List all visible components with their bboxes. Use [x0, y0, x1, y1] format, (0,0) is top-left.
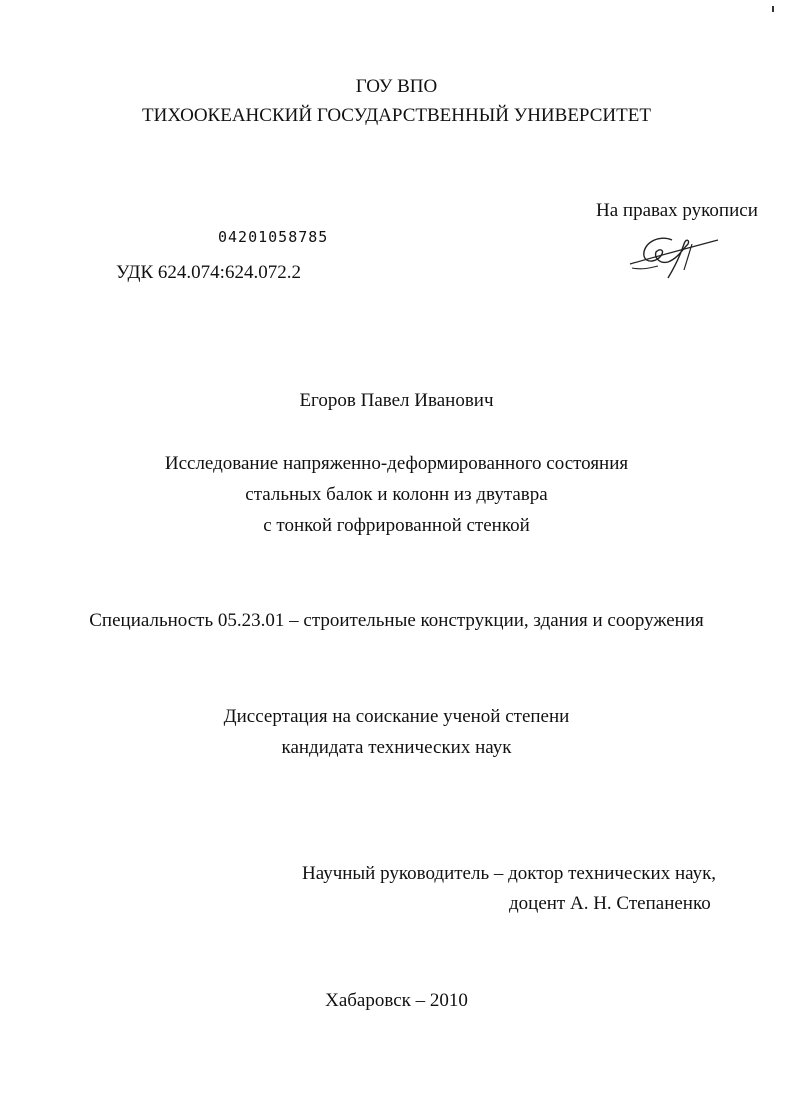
title-line-1: Исследование напряженно-деформированного состояния — [164, 453, 629, 474]
advisor-line-1: Научный руководитель – доктор технических наук, — [302, 863, 717, 884]
degree-line-1: Диссертация на соискание ученой степени — [223, 706, 570, 727]
udk-code: УДК 624.074:624.072.2 — [116, 262, 301, 283]
university-name: ТИХООКЕАНСКИЙ ГОСУДАРСТВЕННЫЙ УНИВЕРСИТЕТ — [142, 105, 651, 126]
catalog-number: 04201058785 — [218, 228, 329, 246]
degree-line-2: кандидата технических наук — [281, 737, 512, 758]
title-line-3: с тонкой гофрированной стенкой — [263, 515, 530, 536]
title-line-2: стальных балок и колонн из двутавра — [245, 484, 548, 505]
author-name: Егоров Павел Иванович — [299, 390, 494, 411]
scan-mark — [772, 6, 774, 12]
rights-note: На правах рукописи — [596, 200, 758, 221]
advisor-line-2: доцент А. Н. Степаненко — [509, 893, 711, 914]
org-short: ГОУ ВПО — [355, 76, 438, 97]
signature-icon — [628, 230, 720, 282]
city-year: Хабаровск – 2010 — [325, 990, 468, 1011]
specialty: Специальность 05.23.01 – строительные конструкции, здания и сооружения — [89, 610, 704, 631]
